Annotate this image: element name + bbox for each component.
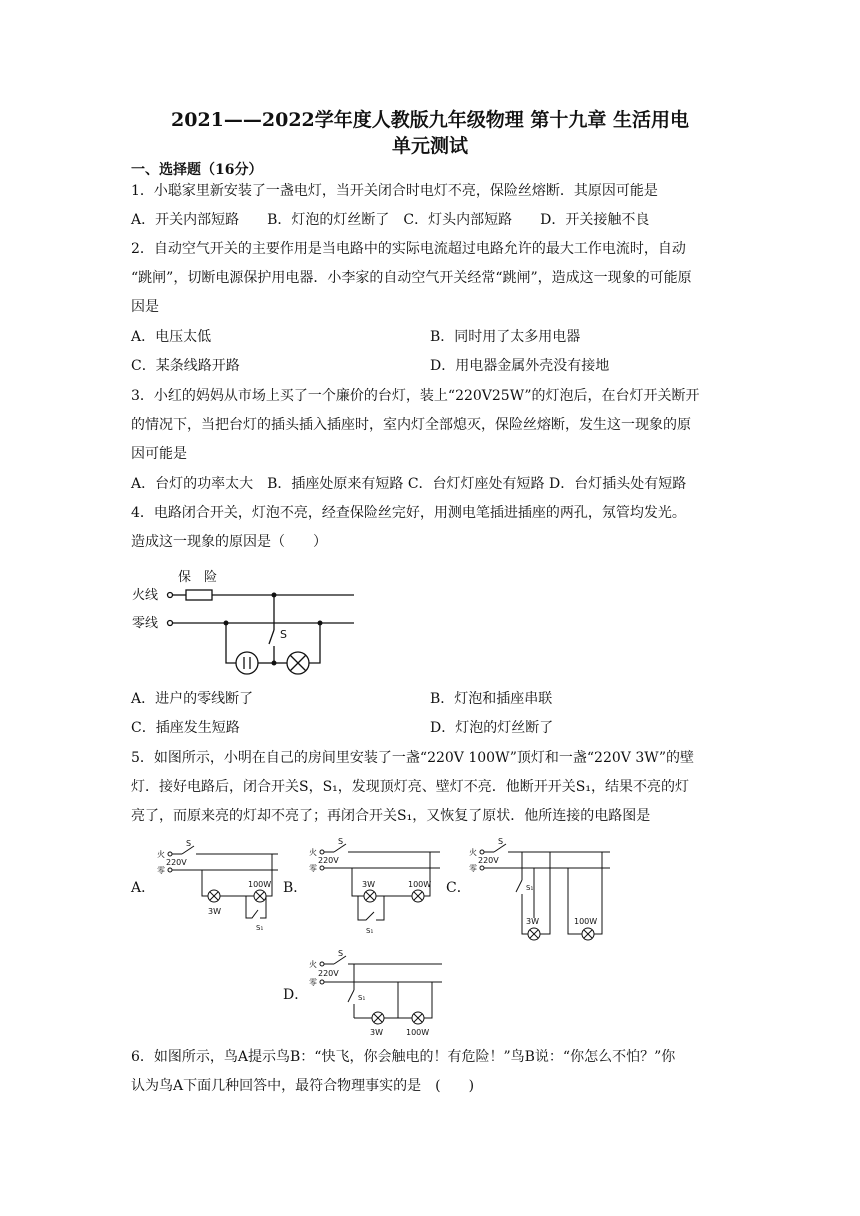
q2-option-a: A．电压太低 — [131, 329, 212, 345]
q2-option-c: C．某条线路开路 — [131, 358, 240, 374]
title-line-2: 单元测试 — [391, 135, 468, 157]
q4-neutral-label: 零线 — [132, 616, 159, 631]
q3-options: A．台灯的功率太大 B．插座处原来有短路 C．台灯灯座处有短路 D．台灯插头处有短路 — [131, 476, 687, 492]
q2-stem-1: 2．自动空气开关的主要作用是当电路中的实际电流超过电路允许的最大工作电流时，自动 — [131, 241, 686, 257]
q5-figure-b — [308, 836, 444, 940]
q5d-s-label: S — [338, 949, 344, 958]
q2-option-d: D．用电器金属外壳没有接地 — [430, 358, 610, 374]
q5-figure-d — [308, 946, 446, 1038]
q5c-100w-label: 100W — [574, 917, 598, 926]
q2-stem-2: “跳闸”，切断电源保护用电器．小李家的自动空气开关经常“跳闸”，造成这一现象的可能原 — [131, 270, 692, 286]
q5b-live-label: 火 — [309, 848, 317, 857]
q5d-s1-label: S₁ — [358, 994, 366, 1002]
q5a-voltage-label: 220V — [166, 858, 187, 867]
q2-option-b: B．同时用了太多用电器 — [430, 329, 581, 345]
q3-stem-1: 3．小红的妈妈从市场上买了一个廉价的台灯，装上“220V25W”的灯泡后，在台灯开关断开 — [131, 388, 700, 404]
q6-stem-2: 认为鸟A下面几种回答中，最符合物理事实的是 ( ) — [131, 1078, 475, 1094]
q5c-s1-label: S₁ — [526, 884, 534, 892]
q3-stem-3: 因可能是 — [131, 446, 187, 462]
q5d-3w-label: 3W — [370, 1028, 383, 1037]
q5d-100w-label: 100W — [406, 1028, 430, 1037]
q5-stem-2: 灯．接好电路后，闭合开关S，S₁，发现顶灯亮、壁灯不亮．他断开开关S₁，结果不亮的灯 — [131, 779, 689, 795]
q5-label-a: A． — [131, 880, 156, 896]
q4-circuit-diagram — [130, 562, 360, 680]
q5b-100w-label: 100W — [408, 880, 432, 889]
q4-live-label: 火线 — [132, 588, 159, 603]
q5c-live-label: 火 — [469, 848, 477, 857]
q4-stem-1: 4．电路闭合开关，灯泡不亮，经查保险丝完好，用测电笔插进插座的两孔，氖管均发光。 — [131, 505, 686, 521]
q5a-neutral-label: 零 — [157, 866, 165, 875]
q5-figure-c — [468, 834, 614, 946]
q4-fuse-label: 保 险 — [178, 570, 218, 585]
q2-stem-3: 因是 — [131, 299, 159, 315]
q5a-live-label: 火 — [157, 850, 165, 859]
q5-label-b: B． — [283, 880, 308, 896]
q5b-s-label: S — [338, 837, 344, 846]
q5-label-d: D． — [283, 987, 309, 1003]
q3-stem-2: 的情况下，当把台灯的插头插入插座时，室内灯全部熄灭，保险丝熔断，发生这一现象的原 — [131, 417, 691, 433]
q4-stem-2: 造成这一现象的原因是（ ） — [131, 534, 327, 550]
q5a-s-label: S — [186, 840, 192, 848]
title-line-1: 2021——2022学年度人教版九年级物理 第十九章 生活用电 — [171, 109, 689, 131]
q4-option-c: C．插座发生短路 — [131, 720, 240, 736]
q4-option-b: B．灯泡和插座串联 — [430, 691, 553, 707]
q5d-neutral-label: 零 — [309, 978, 317, 987]
q1-options: A．开关内部短路 B．灯泡的灯丝断了 C．灯头内部短路 D．开关接触不良 — [131, 212, 650, 228]
q5c-neutral-label: 零 — [469, 864, 477, 873]
q4-switch-label: S — [280, 628, 287, 641]
q5-stem-3: 亮了，而原来亮的灯却不亮了；再闭合开关S₁，又恢复了原状．他所连接的电路图是 — [131, 808, 651, 824]
q5a-3w-label: 3W — [208, 907, 221, 916]
q5d-live-label: 火 — [309, 960, 317, 969]
q5-figure-a — [156, 840, 284, 936]
q5c-3w-label: 3W — [526, 917, 539, 926]
q5-label-c: C． — [446, 880, 471, 896]
q5c-s-label: S — [498, 837, 504, 846]
q5a-100w-label: 100W — [248, 880, 272, 889]
q5b-neutral-label: 零 — [309, 864, 317, 873]
q6-stem-1: 6．如图所示，鸟A提示鸟B：“快飞，你会触电的！有危险！”鸟B说：“你怎么不怕？”你 — [131, 1049, 676, 1065]
section-heading: 一、选择题（16分） — [131, 162, 263, 178]
q4-option-d: D．灯泡的灯丝断了 — [430, 720, 554, 736]
q5b-3w-label: 3W — [362, 880, 375, 889]
q5-stem-1: 5．如图所示，小明在自己的房间里安装了一盏“220V 100W”顶灯和一盏“220V 3W”的壁 — [131, 750, 695, 766]
q4-option-a: A．进户的零线断了 — [131, 691, 254, 707]
q1-stem: 1．小聪家里新安装了一盏电灯，当开关闭合时电灯不亮，保险丝熔断．其原因可能是 — [131, 183, 658, 199]
q5b-s1-label: S₁ — [366, 927, 374, 935]
q5c-voltage-label: 220V — [478, 856, 499, 865]
q5d-voltage-label: 220V — [318, 969, 339, 978]
q5b-voltage-label: 220V — [318, 856, 339, 865]
q5a-s1-label: S₁ — [256, 924, 264, 932]
